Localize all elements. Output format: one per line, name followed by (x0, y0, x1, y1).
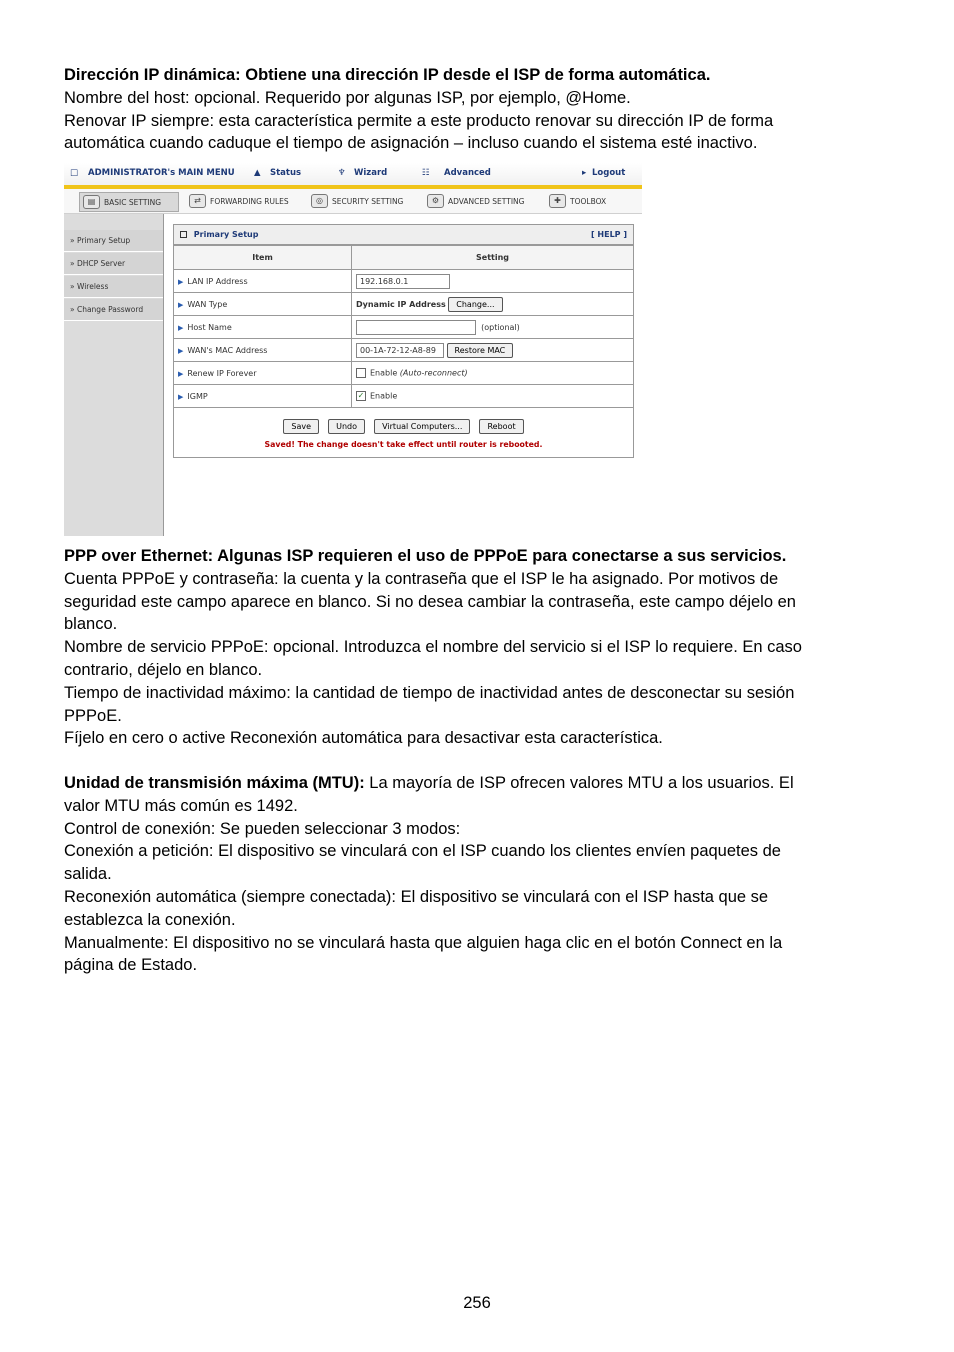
tab-toolbox[interactable] (546, 192, 622, 210)
lan-ip-label: LAN IP Address (187, 276, 248, 286)
undo-button[interactable]: Undo (328, 419, 365, 434)
mtu-text-5: salida. (64, 865, 112, 884)
row-label (174, 339, 352, 362)
pppoe-text-1: Cuenta PPPoE y contraseña: la cuenta y la contraseña que el ISP le ha asignado. Por motivos de (64, 569, 779, 588)
row-label (174, 385, 352, 408)
reboot-button[interactable]: Reboot (479, 419, 523, 434)
virtual-computers-button[interactable]: Virtual Computers... (374, 419, 470, 434)
wan-mac-input[interactable]: 00-1A-72-12-A8-89 (356, 343, 444, 358)
action-buttons (174, 408, 633, 435)
tab-basic-setting-label: BASIC SETTING (104, 197, 162, 207)
table-header-row (174, 246, 634, 270)
tab-forwarding-rules-label: FORWARDING RULES (210, 196, 289, 206)
row-arrow-icon: ▶ (178, 369, 184, 378)
section-pppoe (64, 545, 894, 750)
mtu-heading: Unidad de transmisión máxima (MTU): (64, 774, 365, 792)
row-label (174, 316, 352, 339)
restore-mac-button[interactable]: Restore MAC (447, 343, 514, 358)
row-arrow-icon: ▶ (178, 300, 184, 309)
col-setting-header: Setting (352, 246, 634, 270)
save-button[interactable]: Save (283, 419, 319, 434)
auto-reconnect-hint: (Auto-reconnect) (399, 368, 468, 378)
mtu-text-1: La mayoría de ISP ofrecen valores MTU a los usuarios. El (364, 774, 794, 792)
igmp-enable-text: Enable (370, 391, 398, 401)
row-arrow-icon: ▶ (178, 323, 184, 332)
security-setting-icon: ◎ (311, 194, 328, 208)
nav-wireless[interactable]: » Wireless (64, 276, 163, 298)
table-row (174, 270, 634, 293)
pppoe-text-7: PPPoE. (64, 706, 122, 725)
saved-message: Saved! The change doesn't take effect until router is rebooted. (264, 440, 543, 449)
row-label (174, 293, 352, 316)
row-label (174, 270, 352, 293)
host-name-text: Nombre del host: opcional. Requerido por algunas ISP, por ejemplo, @Home. (64, 88, 631, 107)
panel-footer (173, 408, 634, 458)
dynamic-ip-heading: Dirección IP dinámica: Obtiene una dirección IP desde el ISP de forma automática. (64, 66, 711, 84)
status-link[interactable]: Status (270, 168, 302, 178)
mtu-text-6: Reconexión automática (siempre conectada): El dispositivo se vinculará con el ISP hasta que se (64, 887, 769, 906)
mtu-text-9: página de Estado. (64, 956, 198, 975)
tab-advanced-setting[interactable] (424, 192, 538, 210)
router-screenshot (64, 163, 642, 536)
logout-link[interactable]: Logout (592, 168, 626, 178)
basic-setting-icon: ▤ (83, 195, 100, 209)
renew-ip-enable-text: Enable (370, 368, 398, 378)
nav-change-password[interactable]: » Change Password (64, 299, 163, 321)
pppoe-text-5: contrario, déjelo en blanco. (64, 660, 263, 679)
router-top-menu (64, 163, 642, 189)
renew-ip-checkbox[interactable] (356, 368, 366, 378)
table-row (174, 316, 634, 339)
wan-type-value: Dynamic IP Address (356, 299, 446, 309)
help-link[interactable]: [ HELP ] (590, 230, 627, 239)
change-button[interactable]: Change... (448, 297, 502, 312)
row-arrow-icon: ▶ (178, 346, 184, 355)
table-row (174, 362, 634, 385)
lan-ip-input[interactable]: 192.168.0.1 (356, 274, 450, 289)
table-row (174, 339, 634, 362)
pppoe-text-2: seguridad este campo aparece en blanco. Si no desea cambiar la contraseña, este campo déjelo en (64, 592, 796, 611)
igmp-checkbox[interactable]: ✓ (357, 391, 365, 400)
tab-advanced-setting-label: ADVANCED SETTING (448, 196, 525, 206)
wizard-link[interactable]: Wizard (354, 168, 388, 178)
tab-toolbox-label: TOOLBOX (570, 196, 607, 206)
wizard-icon: ♆ (338, 168, 346, 178)
row-setting (352, 270, 634, 293)
pppoe-heading: PPP over Ethernet: Algunas ISP requieren el uso de PPPoE para conectarse a sus servicios. (64, 547, 787, 565)
host-name-label: Host Name (187, 322, 232, 332)
row-setting (352, 316, 634, 339)
row-setting (352, 385, 634, 408)
renew-ip-label: Renew IP Forever (187, 368, 257, 378)
host-name-hint: (optional) (481, 322, 520, 332)
row-setting (352, 362, 634, 385)
igmp-label: IGMP (187, 391, 208, 401)
row-setting (352, 339, 634, 362)
primary-setup-table (173, 245, 634, 408)
renew-ip-text-2: automática cuando caduque el tiempo de asignación – incluso cuando el sistema esté inactivo. (64, 134, 758, 153)
section-mtu (64, 772, 894, 977)
tab-security-setting[interactable] (308, 192, 416, 210)
row-label (174, 362, 352, 385)
wan-mac-label: WAN's MAC Address (187, 345, 268, 355)
wan-type-label: WAN Type (187, 299, 228, 309)
panel-square-icon (180, 231, 187, 238)
mtu-text-2: valor MTU más común es 1492. (64, 796, 298, 815)
primary-setup-panel (173, 224, 634, 458)
table-row (174, 293, 634, 316)
mtu-text-8: Manualmente: El dispositivo no se vinculará hasta que alguien haga clic en el botón Connect en la (64, 933, 783, 952)
section-dynamic-ip (64, 64, 894, 155)
router-tab-bar (64, 189, 642, 214)
pppoe-text-6: Tiempo de inactividad máximo: la cantidad de tiempo de inactividad antes de desconectar su sesión (64, 683, 795, 702)
panel-title: Primary Setup (193, 230, 259, 239)
pppoe-text-4: Nombre de servicio PPPoE: opcional. Introduzca el nombre del servicio si el ISP lo requiere. En caso (64, 638, 802, 657)
panel-title-bar (173, 224, 634, 245)
nav-dhcp-server[interactable]: » DHCP Server (64, 253, 163, 275)
renew-ip-text-1: Renovar IP siempre: esta característica permite a este producto renovar su dirección IP de forma (64, 111, 774, 130)
toolbox-icon: ✚ (549, 194, 566, 208)
row-arrow-icon: ▶ (178, 392, 184, 401)
router-left-nav (64, 214, 164, 536)
nav-primary-setup[interactable]: » Primary Setup (64, 230, 163, 252)
mtu-text-7: establezca la conexión. (64, 910, 236, 929)
tab-basic-setting[interactable] (79, 192, 179, 212)
tab-forwarding-rules[interactable] (186, 192, 300, 210)
advanced-icon: ☷ (422, 168, 430, 178)
status-icon: ▲ (254, 168, 261, 178)
advanced-link[interactable]: Advanced (444, 168, 491, 178)
col-item-header: Item (174, 246, 352, 270)
logout-arrow-icon: ▸ (582, 168, 587, 178)
page-number: 256 (463, 1294, 491, 1312)
advanced-setting-icon: ⚙ (427, 194, 444, 208)
table-row (174, 385, 634, 408)
admin-main-menu-title: ADMINISTRATOR's MAIN MENU (88, 168, 235, 178)
row-setting (352, 293, 634, 316)
pppoe-text-8: Fíjelo en cero o active Reconexión automática para desactivar esta característica. (64, 729, 663, 748)
row-arrow-icon: ▶ (178, 277, 184, 286)
forwarding-rules-icon: ⇄ (189, 194, 206, 208)
mtu-line-1 (64, 772, 894, 795)
mtu-text-4: Conexión a petición: El dispositivo se vinculará con el ISP cuando los clientes envíen paquetes de (64, 842, 781, 861)
host-name-input[interactable] (356, 320, 476, 335)
menu-square-icon: □ (70, 168, 79, 178)
mtu-text-3: Control de conexión: Se pueden seleccionar 3 modos: (64, 819, 461, 838)
pppoe-text-3: blanco. (64, 615, 118, 634)
tab-security-setting-label: SECURITY SETTING (332, 196, 404, 206)
